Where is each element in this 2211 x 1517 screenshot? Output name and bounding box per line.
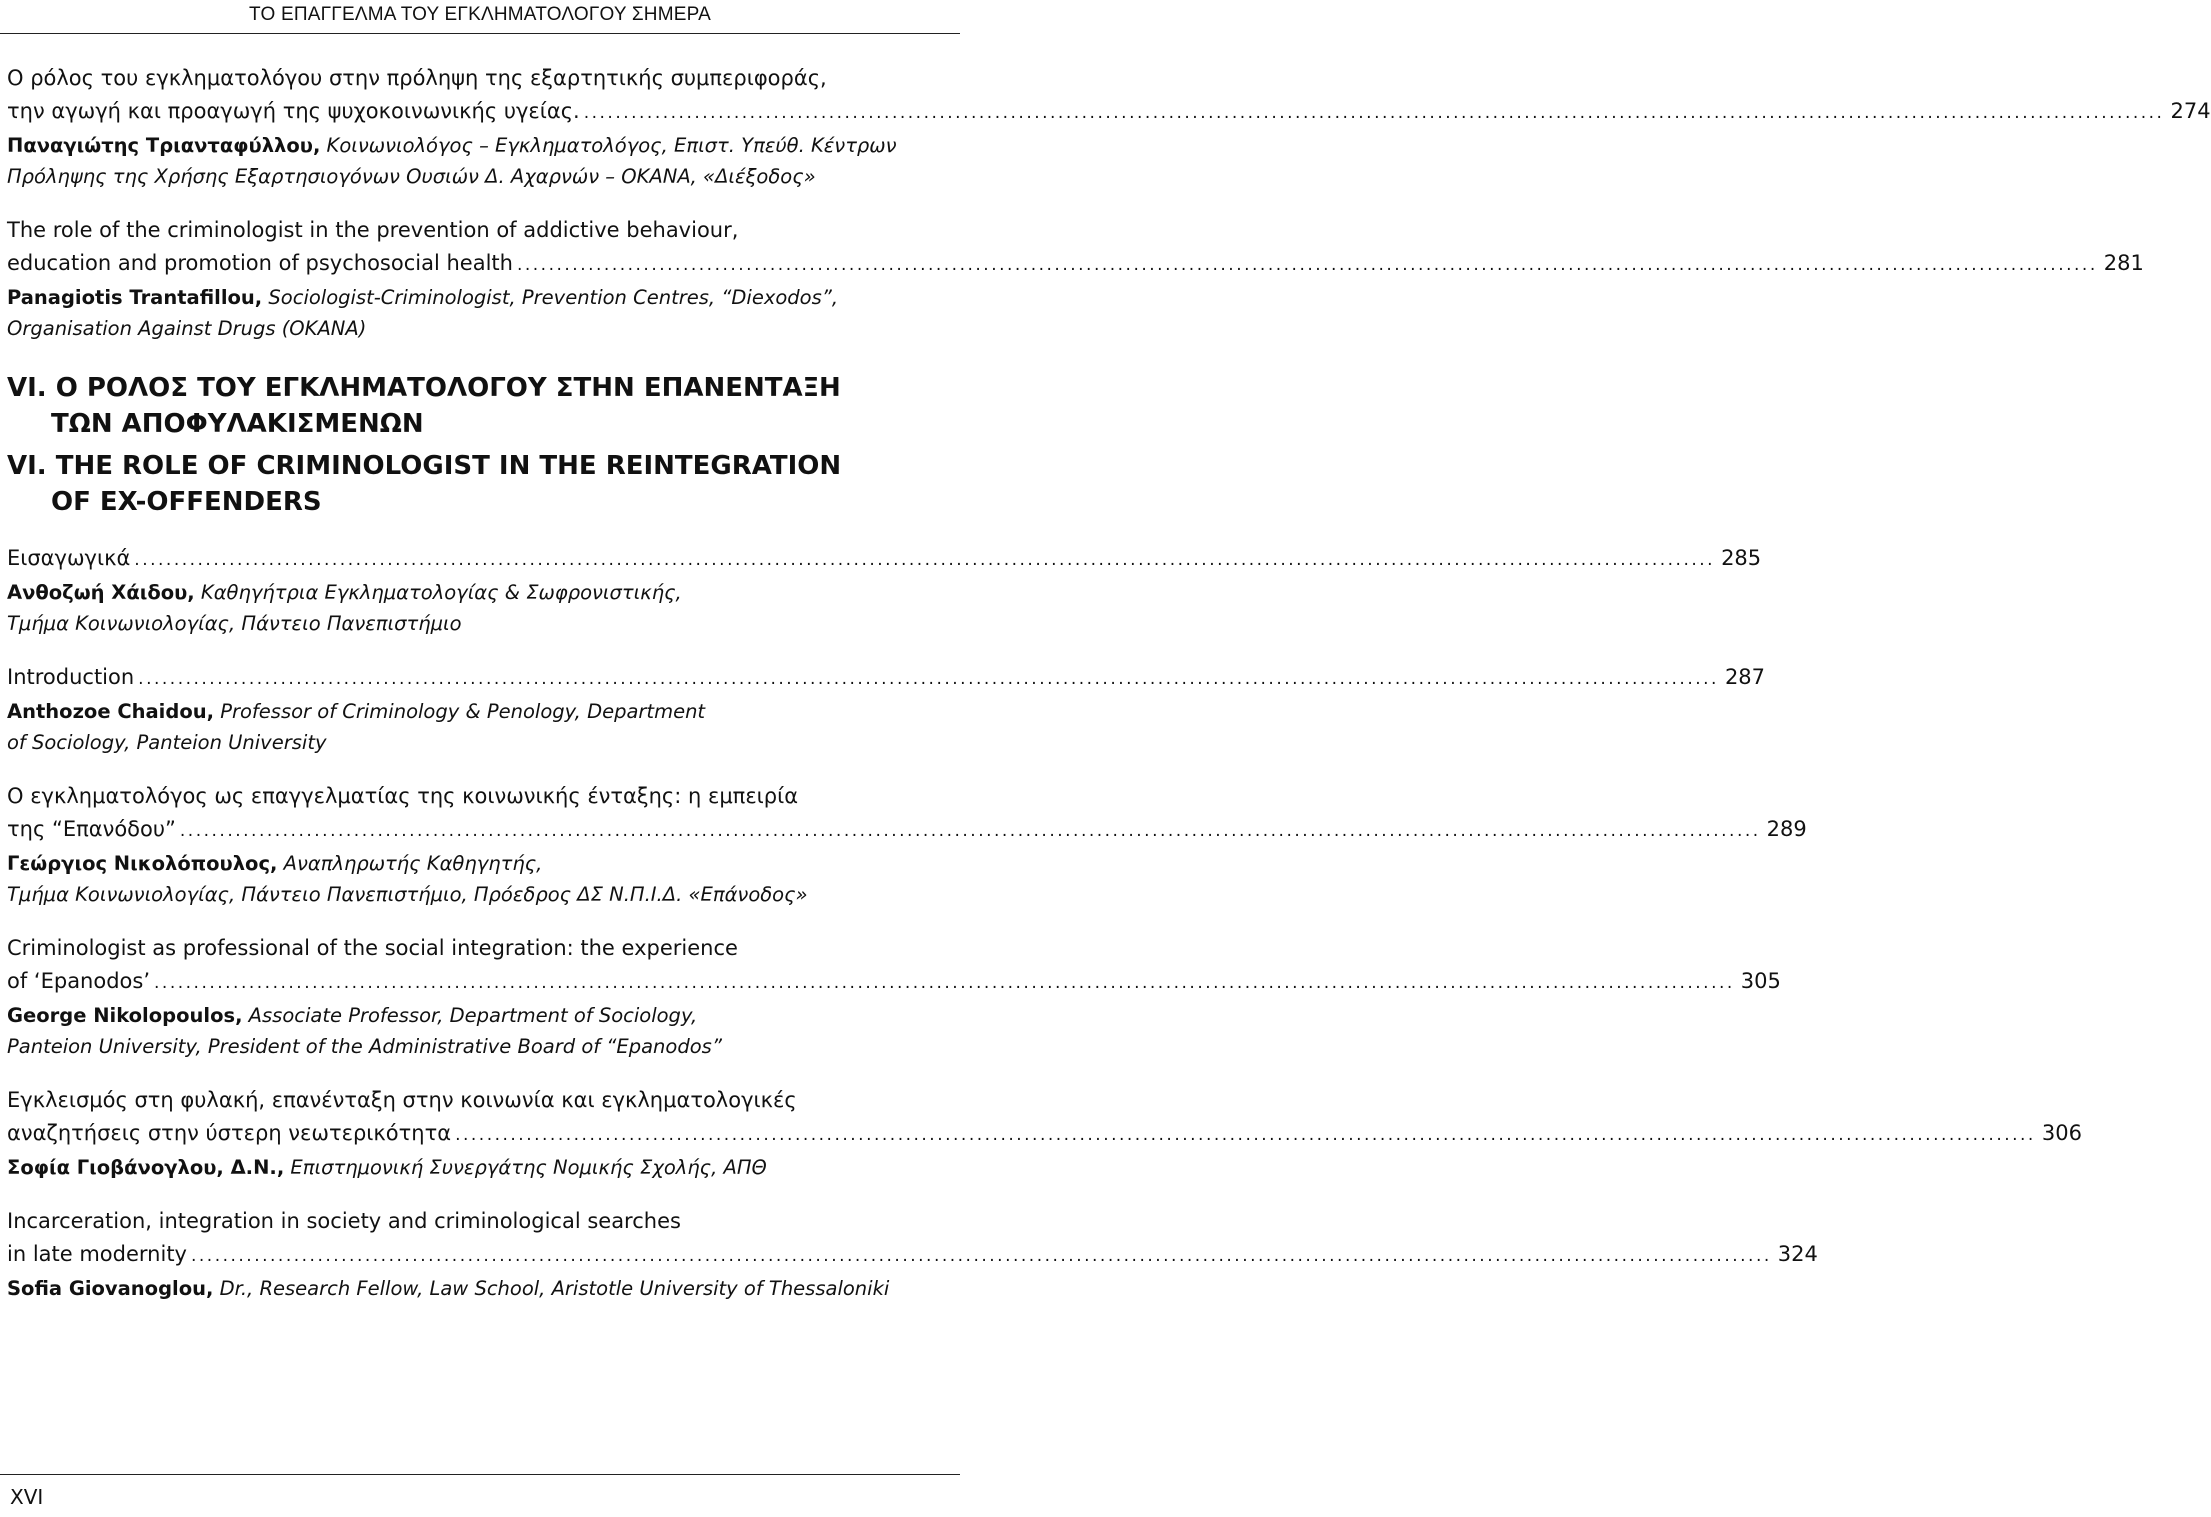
dot-leader: ........................................................................................................................................................................................................	[179, 821, 1761, 841]
author-affiliation: Dr., Research Fellow, Law School, Aristotle University of Thessaloniki	[213, 1277, 890, 1300]
section-heading-english-line1: VI. THE ROLE OF CRIMINOLOGIST IN THE REINTEGRATION	[7, 451, 842, 481]
entry-title-line1: Ο ρόλος του εγκληματολόγου στην πρόληψη της εξαρτητικής συμπεριφοράς,	[7, 66, 827, 90]
author-affiliation: Associate Professor, Department of Sociology,	[242, 1004, 698, 1027]
section-heading-greek	[7, 370, 950, 442]
author-affiliation: Επιστημονική Συνεργάτης Νομικής Σχολής, ΑΠΘ	[284, 1156, 767, 1179]
dot-leader: ........................................................................................................................................................................................................	[583, 103, 2165, 123]
entry-page-number: 285	[1721, 546, 1762, 570]
page-number: XVI	[10, 1485, 44, 1509]
entry-author	[7, 577, 950, 608]
dot-leader: ........................................................................................................................................................................................................	[134, 550, 1716, 570]
toc-entry[interactable]	[7, 1205, 1818, 1304]
toc-group-a	[7, 62, 2211, 344]
entry-page-number: 306	[2041, 1121, 2082, 1145]
running-header	[0, 0, 960, 34]
toc-entry[interactable]	[7, 932, 1781, 1062]
author-affiliation: Καθηγήτρια Εγκληματολογίας & Σωφρονιστικής,	[194, 581, 682, 604]
entry-page-number: 287	[1724, 665, 1766, 689]
entry-title-leader-line	[7, 542, 1762, 577]
entry-author-line2: Organisation Against Drugs (OKANA)	[7, 317, 367, 340]
entry-page-number: 281	[2103, 251, 2144, 275]
dot-leader: ........................................................................................................................................................................................................	[516, 255, 2098, 275]
entry-author-line2: Panteion University, President of the Administrative Board of “Epanodos”	[7, 1035, 722, 1058]
entry-title-line2: of ‘Epanodos’	[7, 969, 151, 993]
entry-title-line2: Εισαγωγικά	[7, 546, 131, 570]
page-footer	[0, 1474, 960, 1517]
entry-title-line1: Incarceration, integration in society and criminological searches	[7, 1209, 681, 1233]
entry-author-line2: of Sociology, Panteion University	[7, 731, 327, 754]
author-name: Anthozoe Chaidou,	[7, 700, 215, 723]
dot-leader: ........................................................................................................................................................................................................	[138, 669, 1719, 689]
toc-entry[interactable]	[7, 1084, 2082, 1183]
toc-entry[interactable]	[7, 214, 2144, 344]
entry-author-line2: Πρόληψης της Χρήσης Εξαρτησιογόνων Ουσιών Δ. Αχαρνών – ΟΚΑΝΑ, «Διέξοδος»	[7, 165, 816, 188]
entry-title-line1: Ο εγκληματολόγος ως επαγγελματίας της κοινωνικής ένταξης: η εμπειρία	[7, 784, 799, 808]
author-name: Panagiotis Trantafillou,	[7, 286, 263, 309]
toc-entry[interactable]	[7, 780, 1807, 910]
entry-title-leader-line	[7, 1238, 1818, 1273]
toc-entry[interactable]	[7, 661, 1766, 758]
author-affiliation: Αναπληρωτής Καθηγητής,	[277, 852, 543, 875]
entry-author	[7, 1000, 950, 1031]
entry-author	[7, 282, 950, 313]
author-name: Ανθοζωή Χάιδου,	[7, 581, 195, 604]
toc-entry[interactable]	[7, 62, 2211, 192]
entry-title-leader-line	[7, 661, 1766, 696]
section-heading-english-line2: OF EX-OFFENDERS	[51, 487, 322, 517]
toc-entry[interactable]	[7, 542, 1762, 639]
author-affiliation: Κοινωνιολόγος – Εγκληματολόγος, Επιστ. Υπεύθ. Κέντρων	[320, 134, 897, 157]
author-affiliation: Sociologist-Criminologist, Prevention Centres, “Diexodos”,	[262, 286, 839, 309]
section-heading-english	[7, 448, 950, 520]
entry-title-leader-line	[7, 813, 1807, 848]
entry-title-line2: in late modernity	[7, 1242, 187, 1266]
entry-title-leader-line	[7, 965, 1781, 1000]
author-name: Παναγιώτης Τριανταφύλλου,	[7, 134, 321, 157]
entry-author	[7, 848, 950, 879]
author-name: Sofia Giovanoglou,	[7, 1277, 214, 1300]
entry-author	[7, 1152, 950, 1183]
dot-leader: ........................................................................................................................................................................................................	[154, 973, 1735, 993]
entry-title-line2: της “Επανόδου”	[7, 817, 176, 841]
entry-title-line2: Introduction	[7, 665, 135, 689]
entry-author	[7, 1273, 950, 1304]
author-name: Σοφία Γιοβάνογλου, Δ.Ν.,	[7, 1156, 285, 1179]
dot-leader: ........................................................................................................................................................................................................	[455, 1125, 2036, 1145]
author-name: George Nikolopoulos,	[7, 1004, 243, 1027]
entry-page-number: 305	[1740, 969, 1781, 993]
entry-page-number: 289	[1766, 817, 1807, 841]
entry-author	[7, 130, 950, 161]
section-heading-greek-line1: VI. Ο ΡΟΛΟΣ ΤΟΥ ΕΓΚΛΗΜΑΤΟΛΟΓΟΥ ΣΤΗΝ ΕΠΑΝΕΝΤΑΞΗ	[7, 373, 841, 403]
entry-author	[7, 696, 950, 727]
running-header-title: ΤΟ ΕΠΑΓΓΕΛΜΑ ΤΟΥ ΕΓΚΛΗΜΑΤΟΛΟΓΟΥ ΣΗΜΕΡΑ	[249, 4, 711, 25]
entry-title-line2: αναζητήσεις στην ύστερη νεωτερικότητα	[7, 1121, 452, 1145]
entry-page-number: 324	[1777, 1242, 1818, 1266]
entry-title-line2: την αγωγή και προαγωγή της ψυχοκοινωνικής υγείας.	[7, 99, 580, 123]
author-name: Γεώργιος Νικολόπουλος,	[7, 852, 278, 875]
entry-author-line2: Τμήμα Κοινωνιολογίας, Πάντειο Πανεπιστήμιο, Πρόεδρος ΔΣ Ν.Π.Ι.Δ. «Επάνοδος»	[7, 883, 808, 906]
section-heading-greek-line2: ΤΩΝ ΑΠΟΦΥΛΑΚΙΣΜΕΝΩΝ	[51, 409, 424, 439]
dot-leader: ........................................................................................................................................................................................................	[190, 1246, 1772, 1266]
toc-page	[7, 62, 2211, 1326]
entry-title-leader-line	[7, 95, 2211, 130]
entry-title-line2: education and promotion of psychosocial health	[7, 251, 513, 275]
entry-title-line1: Εγκλεισμός στη φυλακή, επανένταξη στην κοινωνία και εγκληματολογικές	[7, 1088, 797, 1112]
entry-title-leader-line	[7, 1117, 2082, 1152]
entry-title-leader-line	[7, 247, 2144, 282]
entry-author-line2: Τμήμα Κοινωνιολογίας, Πάντειο Πανεπιστήμιο	[7, 612, 462, 635]
entry-title-line1: Criminologist as professional of the social integration: the experience	[7, 936, 738, 960]
author-affiliation: Professor of Criminology & Penology, Department	[214, 700, 706, 723]
entry-page-number: 274	[2170, 99, 2211, 123]
toc-group-b	[7, 542, 2082, 1304]
entry-title-line1: The role of the criminologist in the prevention of addictive behaviour,	[7, 218, 739, 242]
